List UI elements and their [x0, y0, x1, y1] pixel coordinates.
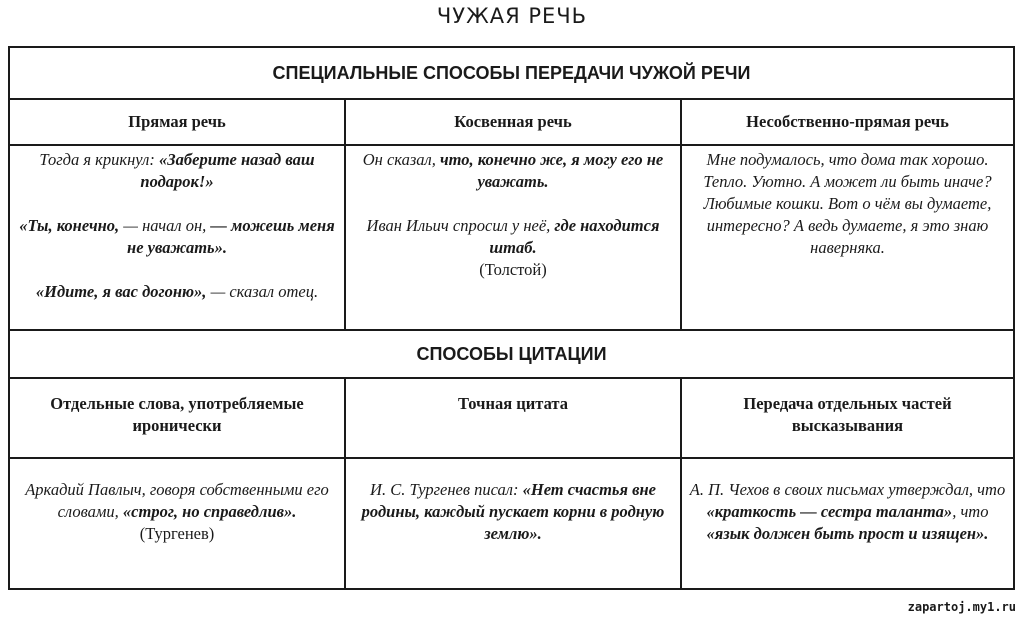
- indirect-source: (Толстой): [479, 260, 547, 279]
- section2-examples-row: [10, 459, 1013, 588]
- partial-statement-example: А. П. Чехов в своих письмах утверждал, что «краткость — сестра таланта», что «язык должен быть прост и изящен».: [689, 480, 1006, 543]
- section1-column-headers: [10, 100, 1013, 146]
- direct-example-2: «Ты, конечно, — начал он, — можешь меня не уважать».: [19, 216, 335, 257]
- page-title: ЧУЖАЯ РЕЧЬ: [436, 4, 588, 28]
- speech-table: [8, 46, 1015, 590]
- section-header-special-methods: СПЕЦИАЛЬНЫЕ СПОСОБЫ ПЕРЕДАЧИ ЧУЖОЙ РЕЧИ: [10, 48, 1013, 100]
- ironic-source: (Тургенев): [139, 524, 215, 543]
- watermark: zapartoj.my1.ru: [907, 600, 1016, 614]
- column-header-partial-statement: Передача отдельных частей высказывания: [743, 394, 952, 435]
- section-header-citation-methods: СПОСОБЫ ЦИТАЦИИ: [10, 329, 1013, 379]
- direct-example-1: Тогда я крикнул: «Заберите назад ваш подарок!»: [39, 150, 315, 191]
- exact-quote-example: И. С. Тургенев писал: «Нет счастья вне родины, каждый пускает корни в родную землю».: [346, 459, 682, 588]
- free-indirect-text: Мне подумалось, что дома так хорошо. Тепло. Уютно. А может ли быть иначе? Любимые кошки. Вот о чём вы думаете, интересно? А ведь думаете, я это знаю наверняка.: [703, 150, 992, 257]
- column-header-free-indirect-speech: Несобственно-прямая речь: [746, 112, 949, 131]
- indirect-speech-examples: [346, 146, 682, 329]
- section2-column-headers: [10, 379, 1013, 459]
- ironic-words-example: Аркадий Павлыч, говоря собственными его словами, «строг, но справедлив». (Тургенев): [10, 459, 346, 588]
- section1-examples-row: [10, 146, 1013, 329]
- column-header-direct-speech: Прямая речь: [10, 100, 346, 144]
- direct-example-3: «Идите, я вас догоню», — сказал отец.: [35, 282, 319, 301]
- column-header-ironic-words: Отдельные слова, употребляемые иронически: [10, 379, 346, 457]
- column-header-exact-quote: Точная цитата: [346, 379, 682, 457]
- indirect-example-2: Иван Ильич спросил у неё, где находится штаб.: [366, 216, 660, 257]
- free-indirect-speech-example: [682, 146, 1013, 329]
- indirect-example-1: Он сказал, что, конечно же, я могу его не уважать.: [362, 150, 664, 191]
- direct-speech-examples: [10, 146, 346, 329]
- column-header-indirect-speech: Косвенная речь: [346, 100, 682, 144]
